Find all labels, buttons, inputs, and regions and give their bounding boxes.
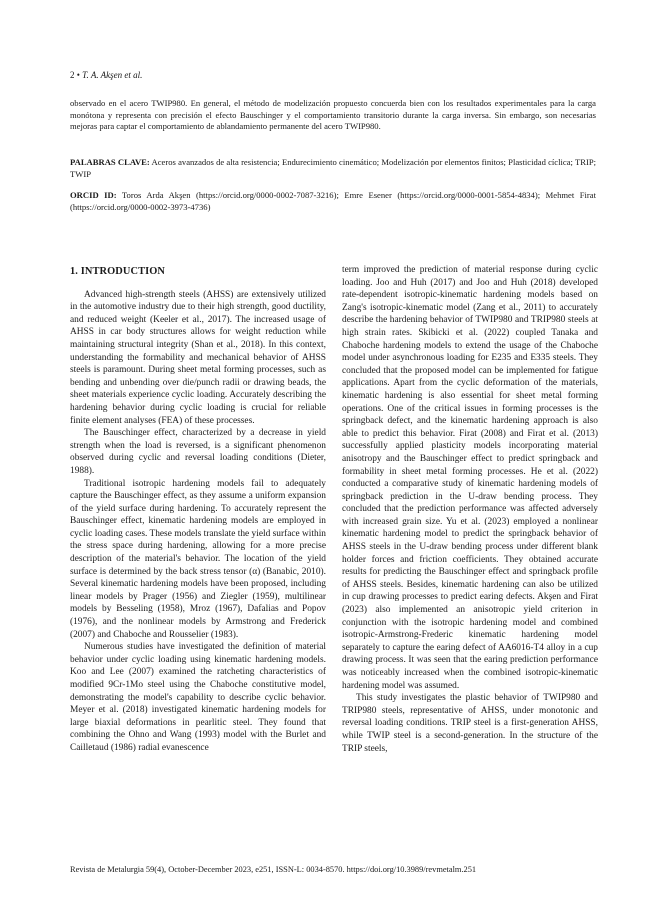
right-column [342, 264, 598, 755]
left-column [70, 266, 326, 755]
orcid-ids [70, 190, 596, 213]
paragraph: The Bauschinger effect, characterized by a decrease in yield strength when the load is reversed, is a significant phenomenon observed during cyclic and reversal loading conditions (Dieter, 1988). [70, 428, 326, 476]
running-head-authors: T. A. Akşen et al. [82, 70, 143, 80]
keywords-label: PALABRAS CLAVE: [70, 157, 150, 167]
abstract-continuation: observado en el acero TWIP980. En general, el método de modelización propuesto concuerda bien con los resultados experimentales para la carga monótona y representa con precisión el efecto Bauschinger y el comportamiento transitorio durante la carga inversa. Sin embargo, son necesarias mejoras para captar el comportamiento de ablandamiento permanente del acero TWIP980. [70, 98, 596, 132]
orcid-text: Toros Arda Akşen (https://orcid.org/0000-0002-7087-3216); Emre Esener (https://orcid.org/0000-0001-5854-4834); Mehmet Firat (https://orcid.org/0000-0002-3973-4736) [70, 190, 596, 212]
section-heading: 1. INTRODUCTION [70, 266, 166, 277]
keywords-text: Aceros avanzados de alta resistencia; Endurecimiento cinemático; Modelización por elementos finitos; Plasticidad cíclica; TRIP; TWIP [70, 157, 596, 179]
keywords [70, 157, 596, 180]
running-head [70, 70, 142, 80]
paragraph: This study investigates the plastic behavior of TWIP980 and TRIP980 steels, representative of AHSS, under monotonic and reversal loading conditions. TRIP steel is a first-generation AHSS, while TWIP steel is a second-generation. In the structure of the TRIP steels, [342, 693, 598, 754]
paragraph: term improved the prediction of material response during cyclic loading. Joo and Huh (2017) and Joo and Huh (2018) developed rate-dependent isotropic-kinematic hardening models based on Zang's isotropic-kinematic model (Zang et al., 2011) to accurately describe the hardening behavior of TWIP980 and TRIP980 steels at high strain rates. Skibicki et al. (2022) coupled Tanaka and Chaboche hardening models to extend the usage of the Chaboche model under asynchronous loading for E235 and E335 steels. They concluded that the proposed model can be implemented for fatigue applications. Apart from the cyclic deformation of the materials, kinematic hardening is also essential for sheet metal forming operations. One of the critical issues in forming processes is the springback defect, and the kinematic hardening approach is also able to predict this behavior. Firat (2008) and Firat et al. (2013) successfully applied plasticity models incorporating material anisotropy and the Bauschinger effect to predict springback and formability in sheet metal forming processes. He et al. (2022) conducted a comparative study of kinematic hardening models of springback prediction in the U-draw bending process. They concluded that the prediction performance was affected adversely with increased grain size. Yu et al. (2023) employed a nonlinear kinematic hardening model to predict the springback behavior of AHSS steels in the U-draw bending process under different blank holder forces and friction coefficients. They obtained accurate results for predicting the Bauschinger effect and springback profile of AHSS steels. Besides, kinematic hardening can also be utilized in cup drawing processes to predict earing defects. Akşen and Firat (2023) also implemented an anisotropic yield criterion in conjunction with the isotropic hardening model and combined isotropic-Armstrong-Frederic kinematic hardening model separately to capture the earing defect of AA6016-T4 alloy in a cup drawing process. It was seen that the earing prediction performance was noticeably increased when the combined isotropic-kinematic hardening model was assumed. [342, 265, 598, 691]
paragraph: Numerous studies have investigated the definition of material behavior under cyclic loading using kinematic hardening models. Koo and Lee (2007) examined the ratcheting characteristics of modified 9Cr-1Mo steel using the Chaboche constitutive model, demonstrating the model's capability to describe cyclic behavior. Meyer et al. (2018) investigated kinematic hardening models for large biaxial deformations in pearlitic steel. They found that combining the Ohno and Wang (1993) model with the Burlet and Cailletaud (1986) radial evanescence [70, 642, 326, 753]
article-page [70, 0, 596, 919]
page-number: 2 • [70, 70, 80, 80]
paragraph: Advanced high-strength steels (AHSS) are extensively utilized in the automotive industry due to their high strength, good ductility, and reduced weight (Keeler et al., 2017). The increased usage of AHSS in car body structures allows for weight reduction while maintaining structural integrity (Shan et al., 2018). In this context, understanding the formability and mechanical behavior of AHSS steels is paramount. During sheet metal forming processes, such as bending and unbending over die/punch radii or drawing beads, the sheet materials experience cyclic loading. Accurately describing the hardening behavior during cyclic loading is crucial for reliable finite element analyses (FEA) of these processes. [70, 289, 326, 426]
paragraph: Traditional isotropic hardening models fail to adequately capture the Bauschinger effect, as they assume a uniform expansion of the yield surface during hardening. To accurately represent the Bauschinger effect, kinematic hardening models are employed in cyclic loading cases. These models translate the yield surface within the stress space during hardening, allowing for a more precise description of the material's behavior. The location of the yield surface is determined by the back stress tensor (α) (Banabic, 2010). Several kinematic hardening models have been proposed, including linear models by Prager (1956) and Ziegler (1959), multilinear models by Besseling (1958), Mroz (1967), Dafalias and Popov (1976), and the nonlinear models by Armstrong and Frederick (2007) and Chaboche and Rousselier (1983). [70, 478, 326, 640]
orcid-label: ORCID ID: [70, 190, 117, 200]
page-footer: Revista de Metalurgia 59(4), October-December 2023, e251, ISSN-L: 0034-8570. https://doi.org/10.3989/revmetalm.251 [70, 865, 477, 874]
